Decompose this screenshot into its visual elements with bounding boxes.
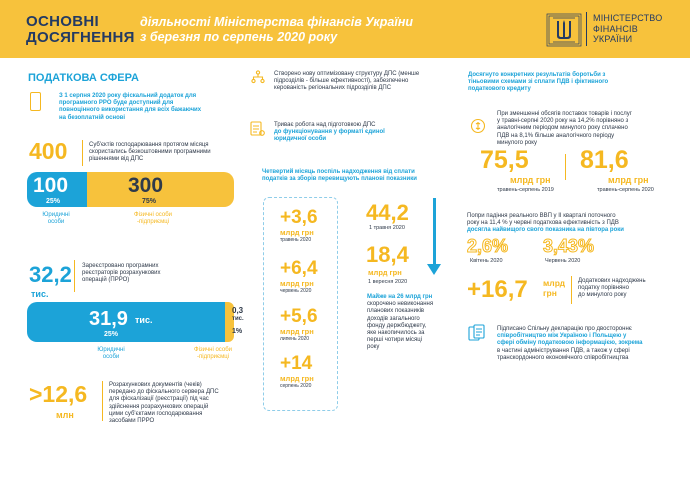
extra-revenue-value: +16,7 xyxy=(467,276,528,303)
ministry-name: МІНІСТЕРСТВО ФІНАНСІВ УКРАЇНИ xyxy=(593,13,663,44)
debt-end-date: 1 вересня 2020 xyxy=(368,279,408,285)
vat-june-pct: 3,43% xyxy=(543,236,595,256)
debt-end-unit: млрд грн xyxy=(368,268,402,277)
logo-divider xyxy=(586,12,587,46)
debt-start-value: 44,2 xyxy=(366,200,409,225)
decrease-arrow xyxy=(433,198,436,266)
declaration-text: Підписано Спільну декларацію про двостороннє співробітництво між Україною і Польщею у сфері обміну податковою інформацією, зокрема в частині адміністрування ПДВ, а також у сфері транскордонного економічного співробітництва xyxy=(497,326,643,361)
vat-2020-value: 81,6 xyxy=(580,146,629,174)
bar1-left-value: 100 xyxy=(33,174,69,197)
bar2-right-value: 0,3 тис. xyxy=(232,306,244,322)
bar2-right-label: Фізичні особи -підприємці xyxy=(194,347,232,361)
bar1-right-label: Фізичні особи -підприємці xyxy=(134,212,172,226)
month-august: +14 млрд грн серпень 2020 xyxy=(280,353,314,389)
vat-2020-period: травень-серпень 2020 xyxy=(597,187,654,193)
stat-32-text: Зареєстровано програмних реєстраторів розрахункових операцій (ПРРО) xyxy=(82,263,161,284)
month-may: +3,6 млрд грн травень 2020 xyxy=(280,207,318,243)
divider xyxy=(571,276,572,304)
phone-text: З 1 серпня 2020 року фіскальний додаток для програмного РРО буде доступний для повноцінного використання для всіх бажаючих на безоплатній основі xyxy=(59,93,202,121)
vat-2019-value: 75,5 xyxy=(480,146,529,174)
decrease-arrow-head xyxy=(427,264,441,275)
bar2-left-label: Юридичні особи xyxy=(97,347,125,361)
month-july: +5,6 млрд грн липень 2020 xyxy=(280,306,318,342)
shadow-schemes-headline: Досягнуто конкретних результатів боротьби з тіньовими схемами зі сплати ПДВ і фіктивного податкового кредиту xyxy=(468,72,609,93)
structure-icon xyxy=(251,70,265,84)
phone-icon xyxy=(30,92,41,111)
bar2-left-unit: тис. xyxy=(135,315,153,325)
debt-end-value: 18,4 xyxy=(366,242,409,267)
stat-126: >12,6 xyxy=(29,381,88,407)
divider xyxy=(565,154,566,180)
page-subtitle: діяльності Міністерства фінансів України з березня по серпень 2020 року xyxy=(140,15,413,44)
month-june: +6,4 млрд грн червень 2020 xyxy=(280,258,318,294)
vat-2020-unit: млрд грн xyxy=(608,175,649,185)
divider xyxy=(74,260,75,292)
stat-126-unit: млн xyxy=(56,410,74,420)
stat-32-unit: тис. xyxy=(31,289,49,299)
bar1-right-pct: 75% xyxy=(142,198,157,205)
vat-april-period: Квітень 2020 xyxy=(470,258,503,264)
extra-revenue-unit: млрд грн xyxy=(543,278,566,298)
coins-text: При зменшенні обсягів поставок товарів і послуг у травні-серпні 2020 року на 14,2% порівняно з аналогічним періодом минулого року сплачено ПДВ на 8,1% більше аналогічного періоду минулого року xyxy=(497,111,632,146)
stat-400: 400 xyxy=(29,138,68,164)
bar2-left-value: 31,9 xyxy=(89,308,128,330)
revenue-headline: Четвертий місяць поспіль надходження від сплати податків за зборів перевищують планові показники xyxy=(262,169,417,183)
declaration-icon xyxy=(468,324,486,342)
structure-text: Створено нову оптимізовану структуру ДПС (менше підрозділів - більше ефективності), забезпечено керованість регіональних підрозділів ДПС xyxy=(274,71,420,92)
page-title: ОСНОВНІ ДОСЯГНЕННЯ xyxy=(26,13,135,46)
bar2-right-pct: 1% xyxy=(232,328,243,335)
trident-logo-icon xyxy=(544,12,584,48)
bar1-left-label: Юридичні особи xyxy=(42,212,70,226)
stat-32: 32,2 xyxy=(29,262,72,287)
stat-400-text: Суб'єктів господарювання протягом місяця скористались безкоштовними програмними рішеннями від ДПС xyxy=(89,142,211,163)
vat-april-pct: 2,6% xyxy=(467,236,509,256)
coins-icon xyxy=(470,118,486,134)
vat-june-period: Червень 2020 xyxy=(545,258,581,264)
debt-text: Майже на 26 млрд грн скорочено невиконання планових показників доходів загального фонду держбюджету, яке накопичилось за перші чотири місяці року xyxy=(367,294,434,351)
stat-126-text: Розрахункових документів (чеків) передано до фіскального сервера ДПС для фіскалізації (реєстрації) під час здійснення розрахункових операцій цими суб'єктами господарювання засобами ПРРО xyxy=(109,382,219,425)
bar2-left-pct: 25% xyxy=(104,331,119,338)
document-icon xyxy=(250,121,265,137)
vat-2019-unit: млрд грн xyxy=(510,175,551,185)
extra-revenue-text: Додаткових надходжень податку порівняно до минулого року xyxy=(578,278,646,299)
bar1-left-pct: 25% xyxy=(46,198,61,205)
single-entity-text: Триває робота над підготовкою ДПС до функціонування у форматі єдиної юридичної особи xyxy=(274,122,385,143)
debt-start-date: 1 травня 2020 xyxy=(369,225,405,231)
bar1-right-value: 300 xyxy=(128,174,164,197)
divider xyxy=(82,140,83,166)
vat-2019-period: травень-серпень 2019 xyxy=(497,187,554,193)
section-title-tax: ПОДАТКОВА СФЕРА xyxy=(28,72,139,84)
divider xyxy=(102,381,103,421)
vat-efficiency-text: Попри падіння реального ВВП у II кварталі поточного року на 11,4 % у червні податкова ефективність з ПДВ досягла найвищого свого показника на півтора роки xyxy=(467,213,624,234)
